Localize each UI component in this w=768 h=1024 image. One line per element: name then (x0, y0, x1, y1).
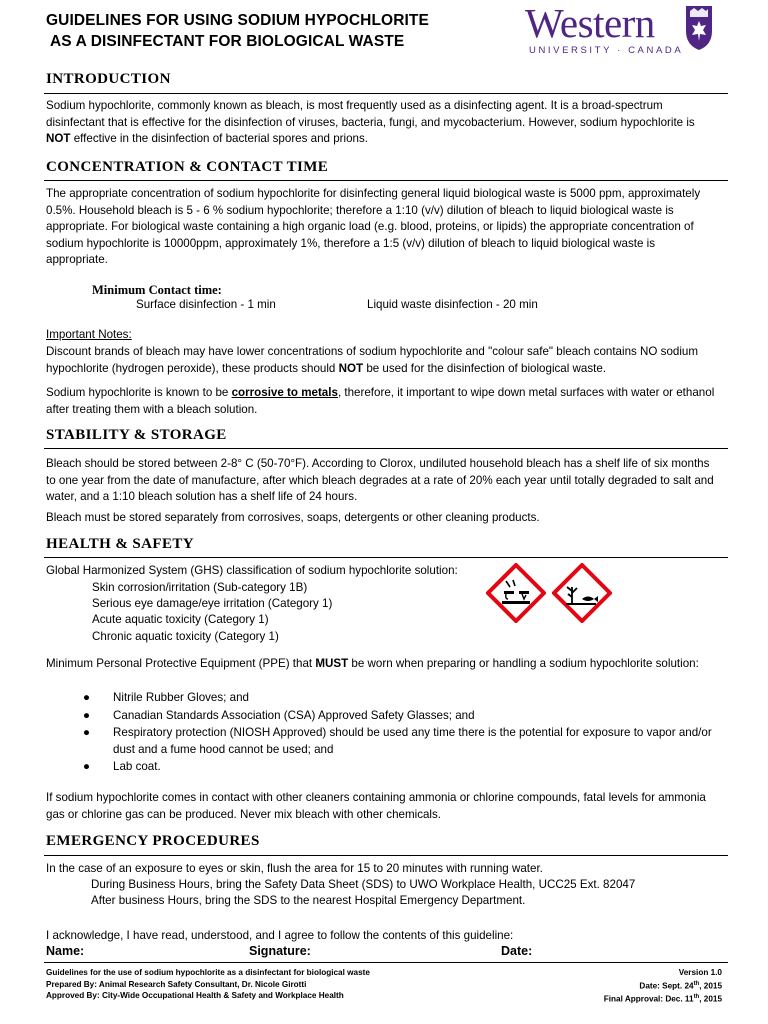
intro-text-b: effective in the disinfection of bacterial spores and prions. (70, 132, 369, 145)
footer-approved-by: Approved By: City-Wide Occupational Health & Safety and Workplace Health (46, 991, 344, 1000)
liquid-contact-time: Liquid waste disinfection - 20 min (367, 298, 538, 311)
important-notes-paragraph (46, 344, 718, 377)
stability-paragraph: Bleach should be stored between 2-8° C (50-70°F). According to Clorox, undiluted household bleach has a shelf life of six months to one year from the date of manufacture, after which bleach degrades at a rate of 20% each year until totally degraded to salt and water, and a 1:10 bleach solution has a shelf life of 24 hours. (46, 457, 714, 503)
ghs-item: Chronic aquatic toxicity (Category 1) (92, 629, 279, 643)
storage-paragraph: Bleach must be stored separately from corrosives, soaps, detergents or other cleaning products. (46, 511, 540, 524)
western-logo (525, 0, 735, 63)
ghs-corrosion-icon (486, 563, 546, 623)
ppe-item-text: Lab coat. (113, 760, 161, 773)
ppe-item-text: Nitrile Rubber Gloves; and (113, 691, 249, 704)
document-title (46, 10, 429, 52)
corrosive-paragraph (46, 385, 718, 418)
footer-date (604, 979, 722, 992)
rule-emergency (44, 855, 728, 856)
notes-text-b: be used for the disinfection of biological waste. (363, 361, 607, 375)
logo-wordmark: Western (525, 0, 655, 46)
rule-stability (44, 448, 728, 449)
bullet-icon: ● (83, 760, 91, 773)
ppe-list (83, 690, 713, 776)
ghs-classification-list (92, 580, 332, 645)
title-line-1: GUIDELINES FOR USING SODIUM HYPOCHLORITE (46, 12, 429, 29)
emergency-after-hours: After business Hours, bring the SDS to the nearest Hospital Emergency Department. (91, 894, 526, 907)
rule-health-safety (44, 557, 728, 558)
name-label: Name: (46, 944, 85, 958)
heading-introduction: INTRODUCTION (46, 71, 171, 87)
footer-right (604, 967, 722, 1005)
intro-not: NOT (46, 132, 71, 145)
bullet-icon: ● (83, 691, 91, 704)
rule-concentration (44, 180, 728, 181)
ppe-item-text: Respiratory protection (NIOSH Approved) should be used any time there is the potential for exposure to vapor and/or dust and a fume hood cannot be used; and (113, 726, 712, 756)
ppe-must: MUST (315, 657, 349, 670)
logo-subtitle: UNIVERSITY · CANADA (529, 45, 684, 56)
footer-left (46, 967, 370, 1002)
intro-paragraph (46, 98, 718, 148)
emergency-flush: In the case of an exposure to eyes or skin, flush the area for 15 to 20 minutes with running water. (46, 862, 543, 875)
footer-final-year: , 2015 (699, 994, 722, 1004)
intro-text-a: Sodium hypochlorite, commonly known as bleach, is most frequently used as a disinfecting agent. It is a broad-spectrum disinfectant that is effective for the disinfection of viruses, bacteria, fungi, and mycobacterium. However, sodium hypochlorite is (46, 99, 695, 129)
bullet-icon: ● (83, 708, 91, 722)
footer-date-year: , 2015 (699, 981, 722, 991)
ghs-item: Skin corrosion/irritation (Sub-category 1B) (92, 581, 308, 594)
ppe-item (83, 725, 713, 758)
corrosive-text-b: , therefore, it important to wipe down metal surfaces with water or ethanol after treating them with a bleach solution. (46, 386, 715, 416)
ppe-item (83, 708, 713, 725)
emergency-business-hours: During Business Hours, bring the Safety Data Sheet (SDS) to UWO Workplace Health, UCC25 Ext. 82047 (91, 878, 636, 891)
heading-health-safety: HEALTH & SAFETY (46, 536, 194, 552)
ghs-intro: Global Harmonized System (GHS) classification of sodium hypochlorite solution: (46, 564, 458, 577)
footer-final-approval (604, 992, 722, 1005)
ghs-environment-icon (552, 563, 612, 623)
corrosive-text-a: Sodium hypochlorite is known to be (46, 386, 232, 399)
ppe-item (83, 759, 713, 776)
acknowledge-text: I acknowledge, I have read, understood, and I agree to follow the contents of this guideline: (46, 929, 514, 942)
date-label: Date: (501, 944, 533, 958)
heading-stability: STABILITY & STORAGE (46, 427, 227, 443)
rule-introduction (44, 93, 728, 94)
heading-concentration: CONCENTRATION & CONTACT TIME (46, 159, 329, 175)
mixing-warning: If sodium hypochlorite comes in contact with other cleaners containing ammonia or chlorine compounds, fatal levels for ammonia gas or chlorine gas can be produced. Never mix bleach with other chemicals. (46, 791, 706, 821)
corrosive-emphasis: corrosive to metals (231, 386, 338, 399)
notes-not: NOT (338, 361, 364, 375)
notes-text-a: Discount brands of bleach may have lower concentrations of sodium hypochlorite and "colour safe" bleach contains NO sodium hypochlorite (hydrogen peroxide), these products should (46, 345, 699, 375)
footer-date-text: Date: Sept. 24 (639, 981, 694, 991)
ppe-item (83, 690, 713, 707)
surface-contact-time: Surface disinfection - 1 min (136, 298, 276, 311)
footer-final-text: Final Approval: Dec. 11 (603, 994, 694, 1004)
bullet-icon: ● (83, 726, 91, 739)
ppe-item-text: Canadian Standards Association (CSA) Approved Safety Glasses; and (113, 708, 475, 722)
signature-label: Signature: (249, 944, 311, 958)
title-line-2: AS A DISINFECTANT FOR BIOLOGICAL WASTE (50, 33, 405, 50)
signature-line[interactable] (44, 962, 728, 963)
ppe-text-a: Minimum Personal Protective Equipment (PPE) that (46, 657, 316, 670)
ghs-item: Serious eye damage/eye irritation (Category 1) (92, 597, 333, 611)
ppe-text-b: be worn when preparing or handling a sodium hypochlorite solution: (348, 657, 699, 670)
footer-version: Version 1.0 (678, 968, 722, 977)
footer-prepared-by: Prepared By: Animal Research Safety Consultant, Dr. Nicole Girotti (46, 979, 307, 989)
footer-date-sup: th (693, 980, 700, 987)
important-notes-label: Important Notes: (46, 328, 132, 341)
concentration-paragraph: The appropriate concentration of sodium hypochlorite for disinfecting general liquid biological waste is 5000 ppm, approximately 0.5%. Household bleach is 5 - 6 % sodium hypochlorite; therefore a 1:10 (v/v) dilution of bleach to liquid biological waste is appropriate. For biological waste containing a high organic load (e.g. blood, proteins, or lipids) the appropriate concentration of sodium hypochlorite is 10000ppm, approximately 1%, therefore a 1:5 (v/v) dilution of bleach to liquid biological waste is appropriate. (46, 187, 701, 266)
ppe-intro (46, 656, 718, 673)
ghs-item: Acute aquatic toxicity (Category 1) (92, 613, 269, 627)
min-contact-label: Minimum Contact time: (92, 283, 222, 297)
crest-icon (685, 5, 713, 51)
heading-emergency: EMERGENCY PROCEDURES (46, 833, 260, 849)
footer-final-sup: th (693, 993, 700, 1000)
footer-doc-title: Guidelines for the use of sodium hypochlorite as a disinfectant for biological waste (46, 968, 370, 977)
